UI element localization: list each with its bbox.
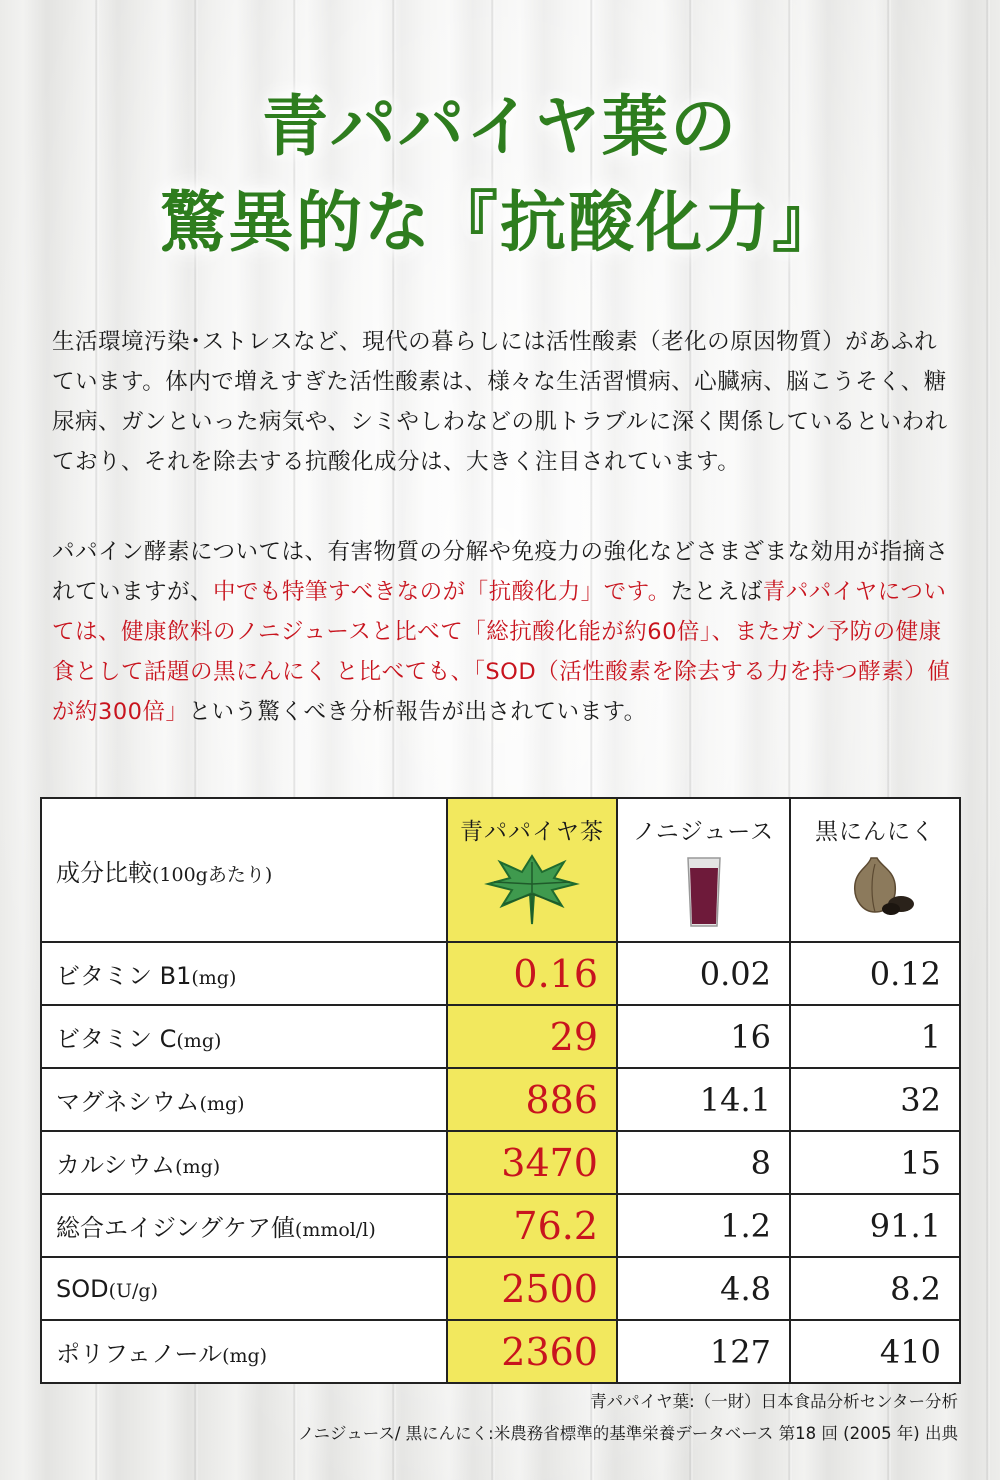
noni-value: 127 <box>617 1320 790 1383</box>
garlic-value: 91.1 <box>790 1194 960 1257</box>
row-label: SOD(U/g) <box>41 1257 447 1320</box>
column-name-noni: ノニジュース <box>632 819 775 845</box>
noni-value: 4.8 <box>617 1257 790 1320</box>
row-label: ビタミン B1(mg) <box>41 942 447 1005</box>
papaya-value: 886 <box>447 1068 617 1131</box>
table-row <box>41 1194 960 1257</box>
papain-highlight-1: 中でも特筆すべきなのが「抗酸化力」です。 <box>213 579 671 605</box>
garlic-value: 15 <box>790 1131 960 1194</box>
column-head-papaya <box>447 798 617 942</box>
garlic-value: 32 <box>790 1068 960 1131</box>
row-label: ビタミン C(mg) <box>41 1005 447 1068</box>
table-row <box>41 1068 960 1131</box>
title-line-1: 青パパイヤ葉の <box>262 87 738 165</box>
table-header-row <box>41 798 960 942</box>
source-note-2: ノニジュース/ 黒にんにく:米農務省標準的基準栄養データベース 第18 回 (2005 年) 出典 <box>297 1424 958 1443</box>
papain-highlight-2: 青パパイヤについては、健康飲料のノニジュースと比べて「総抗酸化能が約60倍」、またガン予防の健康食として話題の黒にんにく と比べても、「SOD（活性酸素を除去する力を持つ酵素）値が約300倍」 <box>52 579 951 725</box>
juice-glass-icon <box>684 854 724 930</box>
source-notes <box>298 1386 958 1450</box>
noni-value: 16 <box>617 1005 790 1068</box>
row-label: 総合エイジングケア値(mmol/l) <box>41 1194 447 1257</box>
table-row <box>41 942 960 1005</box>
noni-value: 14.1 <box>617 1068 790 1131</box>
comparison-table <box>40 797 961 1384</box>
title-line-2: 驚異的な『抗酸化力』 <box>160 183 840 261</box>
papain-text-1: パパイン酵素については、有害物質の分解や免疫力の強化などさまざまな効用が指摘されていますが、 <box>52 539 949 605</box>
table-row <box>41 1320 960 1383</box>
row-label: ポリフェノール(mg) <box>41 1320 447 1383</box>
row-label: マグネシウム(mg) <box>41 1068 447 1131</box>
row-label: カルシウム(mg) <box>41 1131 447 1194</box>
table-row <box>41 1131 960 1194</box>
column-head-noni <box>617 798 790 942</box>
papaya-value: 0.16 <box>447 942 617 1005</box>
table-row <box>41 1005 960 1068</box>
noni-value: 8 <box>617 1131 790 1194</box>
source-note-1: 青パパイヤ葉:（一財）日本食品分析センター分析 <box>590 1392 958 1411</box>
page-title <box>0 78 1000 270</box>
garlic-value: 0.12 <box>790 942 960 1005</box>
papain-text-3: という驚くべき分析報告が出されています。 <box>188 699 647 725</box>
column-name-garlic: 黒にんにく <box>815 819 935 845</box>
papain-text-2: たとえば <box>670 579 763 605</box>
papain-paragraph <box>52 532 952 732</box>
noni-value: 0.02 <box>617 942 790 1005</box>
papaya-value: 2500 <box>447 1257 617 1320</box>
noni-value: 1.2 <box>617 1194 790 1257</box>
table-row <box>41 1257 960 1320</box>
column-head-garlic <box>790 798 960 942</box>
garlic-value: 8.2 <box>790 1257 960 1320</box>
papaya-leaf-icon <box>482 854 582 928</box>
garlic-value: 410 <box>790 1320 960 1383</box>
garlic-value: 1 <box>790 1005 960 1068</box>
papaya-value: 76.2 <box>447 1194 617 1257</box>
papaya-value: 2360 <box>447 1320 617 1383</box>
papaya-value: 3470 <box>447 1131 617 1194</box>
column-name-papaya: 青パパイヤ茶 <box>460 819 604 845</box>
intro-paragraph: 生活環境汚染･ストレスなど、現代の暮らしには活性酸素（老化の原因物質）があふれています。体内で増えすぎた活性酸素は、様々な生活習慣病、心臓病、脳こうそく、糖尿病、ガンといった病気や、シミやしわなどの肌トラブルに深く関係しているといわれており、それを除去する抗酸化成分は、大きく注目されています。 <box>52 329 948 475</box>
table-header-label: 成分比較(100gあたり) <box>41 798 447 942</box>
black-garlic-icon <box>831 854 919 916</box>
papaya-value: 29 <box>447 1005 617 1068</box>
